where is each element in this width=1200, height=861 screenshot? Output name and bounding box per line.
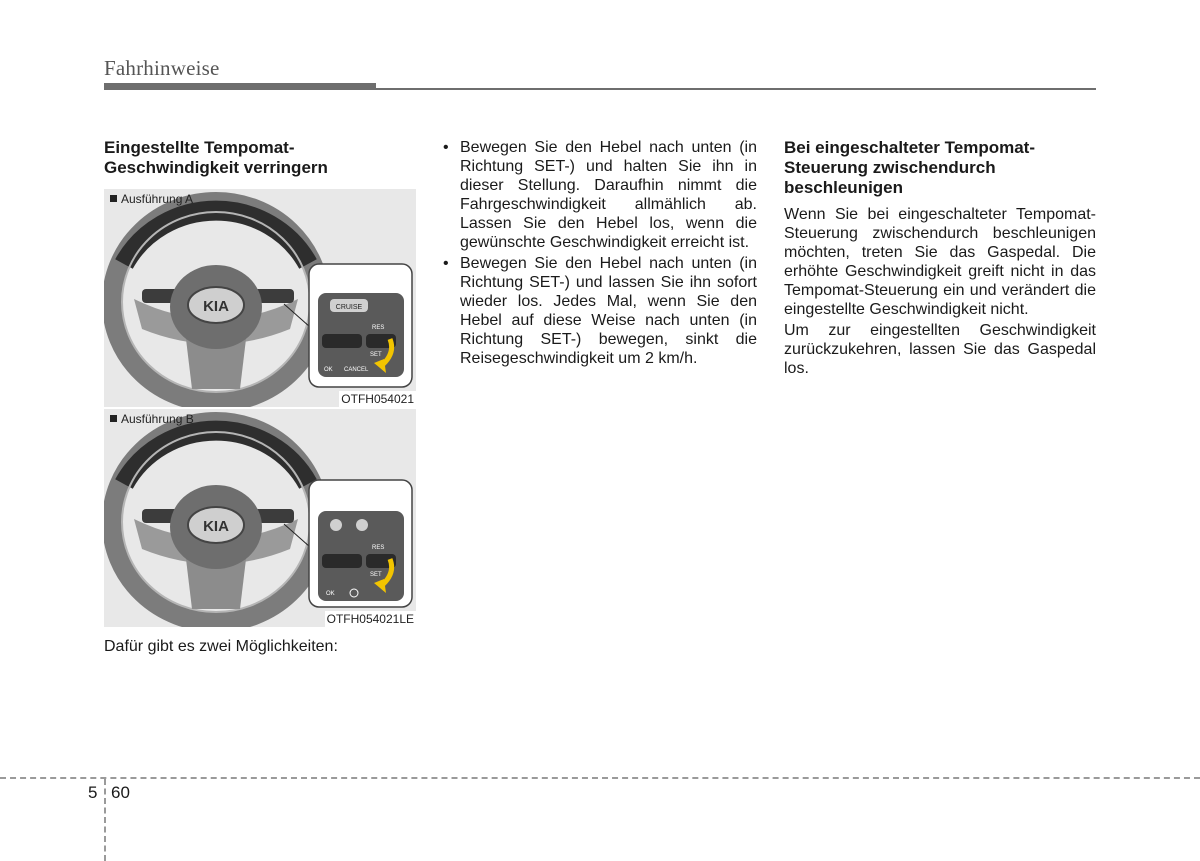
figure-label [110, 192, 193, 206]
header-rule-thin [376, 88, 1096, 90]
heading-line: Steuerung zwischendurch [784, 158, 996, 177]
footer-rule [0, 777, 1200, 779]
square-bullet-icon [110, 195, 117, 202]
svg-text:CRUISE: CRUISE [335, 304, 363, 311]
heading-line: beschleunigen [784, 178, 904, 197]
svg-text:RES: RES [372, 545, 385, 551]
section-heading-accelerate [784, 138, 1096, 198]
figure-version-b [104, 409, 416, 627]
svg-text:KIA: KIA [203, 518, 229, 535]
svg-text:SET: SET [370, 352, 382, 358]
steering-wheel-illustration-b [104, 409, 416, 627]
steering-wheel-illustration-a [104, 189, 416, 407]
svg-text:SET: SET [370, 572, 382, 578]
chapter-number: 5 [88, 783, 98, 802]
column-1 [104, 138, 418, 178]
svg-text:OK: OK [326, 591, 335, 597]
section-heading-reduce-speed [104, 138, 418, 178]
list-item: • Bewegen Sie den Hebel nach unten (in Richtung SET-) und halten Sie ihn in dieser Stellung. Daraufhin nimmt die Fahrgeschwindigkeit allmählich ab. Lassen Sie den Hebel los, wenn die gewünschte Geschwindigkeit erreicht ist. [441, 138, 757, 252]
paragraph: Wenn Sie bei eingeschalteter Tempomat-Steuerung zwischendurch beschleunigen möchten, treten Sie das Gaspedal. Die erhöhte Geschwindigkeit greift nicht in das Tempomat-Steuerung ein und verändert die eingestellte Geschwindigkeit nicht. [784, 206, 1096, 318]
list-item: • Bewegen Sie den Hebel nach unten (in Richtung SET-) und lassen Sie ihn sofort wieder los. Jedes Mal, wenn Sie den Hebel auf diese Weise nach unten (in Richtung SET-) bewegen, sinkt die Reisegeschwindigkeit um 2 km/h. [441, 254, 757, 368]
figure-label-text: Ausführung B [121, 412, 194, 426]
page-number: 60 [111, 783, 130, 802]
paragraph: Um zur eingestellten Geschwindigkeit zurückzukehren, lassen Sie das Gaspedal los. [784, 322, 1096, 377]
footer-divider [104, 779, 106, 861]
instruction-list [441, 138, 757, 368]
column-2 [441, 138, 757, 370]
figure-label-text: Ausführung A [121, 192, 194, 206]
figure-version-a [104, 189, 416, 407]
figure-label [110, 412, 194, 426]
control-inset-a [309, 264, 412, 387]
svg-text:RES: RES [372, 325, 385, 331]
heading-line: Geschwindigkeit verringern [104, 158, 328, 177]
heading-line: Eingestellte Tempomat- [104, 138, 295, 157]
column-3 [784, 138, 1096, 380]
square-bullet-icon [110, 415, 117, 422]
figure-code: OTFH054021 [341, 392, 414, 406]
steering-wheel [112, 422, 320, 622]
svg-text:OK: OK [324, 367, 333, 373]
svg-text:CANCEL: CANCEL [344, 367, 369, 373]
steering-wheel [112, 202, 320, 402]
running-header: Fahrhinweise [104, 56, 220, 80]
heading-line: Bei eingeschalteter Tempomat- [784, 138, 1035, 157]
options-intro-text: Dafür gibt es zwei Möglichkeiten: [104, 638, 338, 655]
header-rule-thick [104, 83, 376, 90]
control-inset-b [309, 480, 412, 607]
svg-text:KIA: KIA [203, 298, 229, 315]
figure-code: OTFH054021LE [326, 612, 414, 626]
